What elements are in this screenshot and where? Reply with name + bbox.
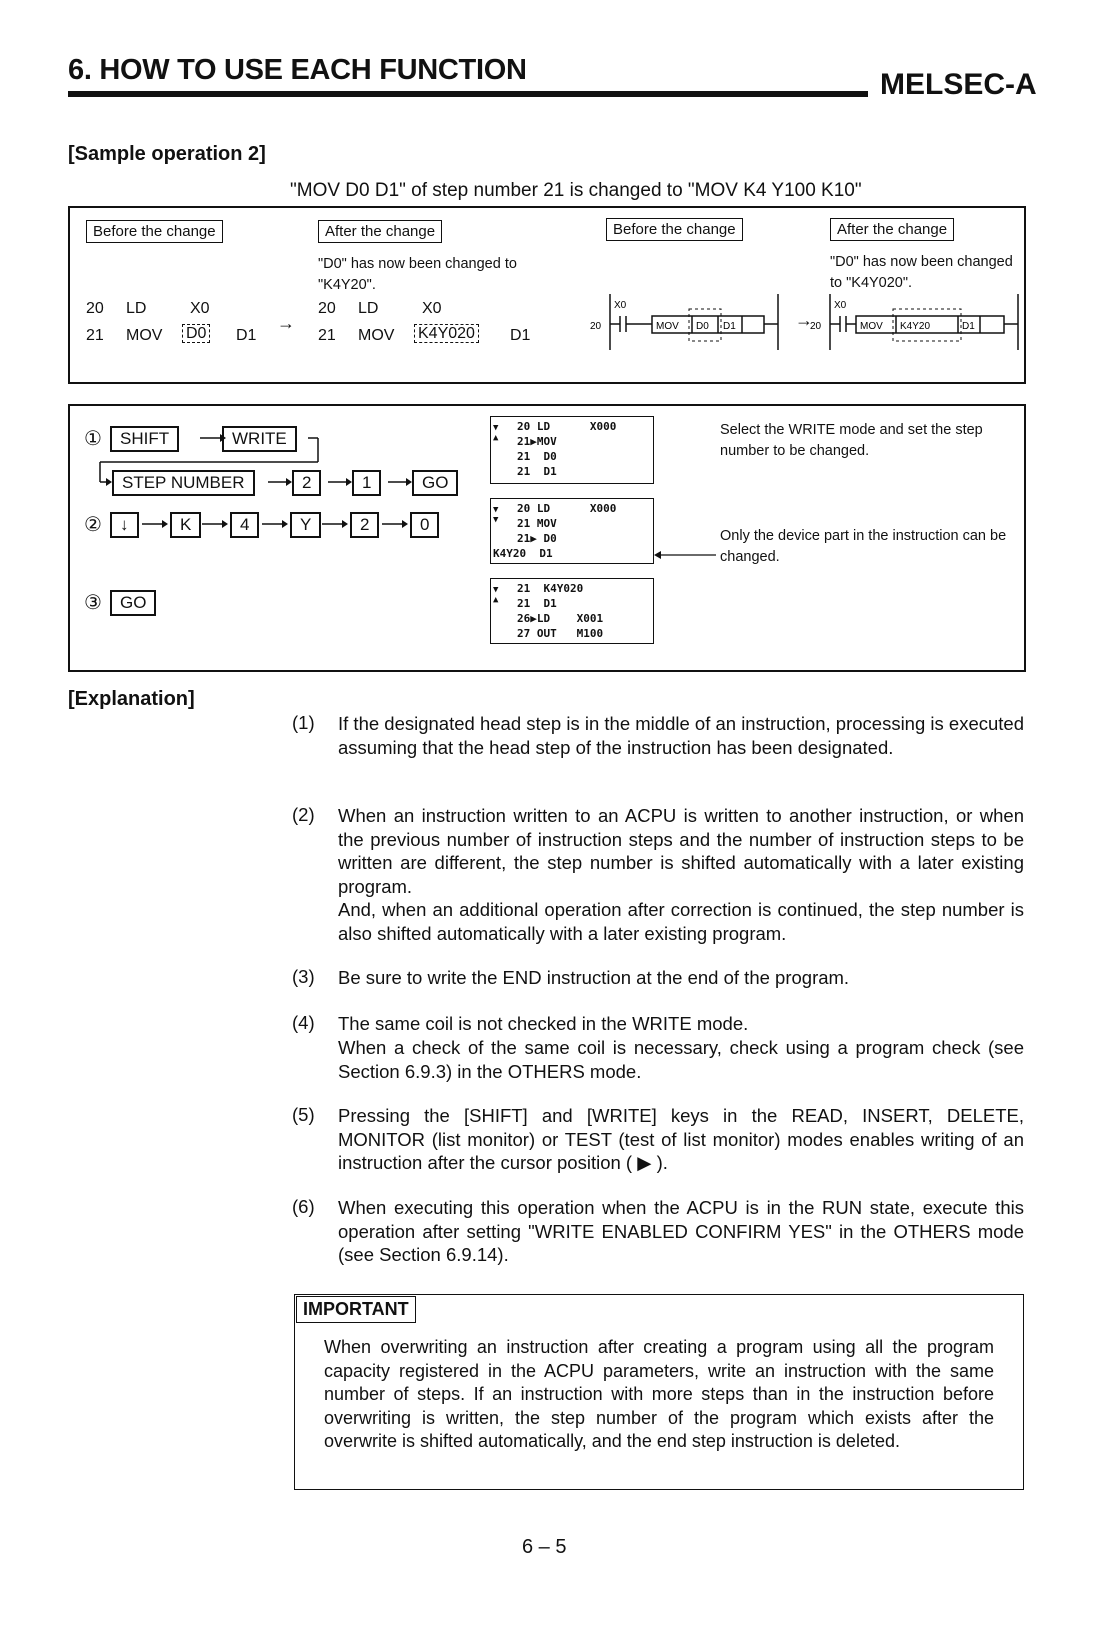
scroll-updown-icon: ▼ ▲ — [493, 423, 499, 443]
header-rule — [68, 91, 868, 97]
screen-3 — [490, 578, 654, 644]
after-line2-src: K4Y020 — [414, 324, 479, 343]
before-label: Before the change — [86, 220, 223, 243]
before-line1-step: 20 — [86, 300, 104, 317]
screen1-line: 21 D0 — [517, 450, 557, 463]
before-line2-step: 21 — [86, 327, 104, 344]
after-line1-step: 20 — [318, 300, 336, 317]
ladder-after-src: K4Y20 — [900, 321, 931, 332]
explanation-heading: [Explanation] — [68, 688, 195, 710]
key-1[interactable]: 1 — [352, 470, 381, 496]
comparison-box — [68, 206, 1026, 384]
item-text: The same coil is not checked in the WRITE mode. — [338, 1013, 749, 1034]
screen3-line: 27 OUT M100 — [517, 627, 604, 640]
ladder-before-diagram — [592, 292, 792, 352]
item-text: When an instruction written to an ACPU is written to another instruction, or when the previous number of instruction steps and the number of instruction steps to be written are different, the step number is shifted automatically with a later existing program. — [338, 805, 1024, 897]
step2-number: ② — [84, 514, 102, 536]
key-go[interactable]: GO — [412, 470, 458, 496]
ladder-before-step: 20 — [590, 321, 602, 332]
after-line1-device: X0 — [422, 300, 442, 317]
item-text-continued: When a check of the same coil is necessary, check using a program check (see Section 6.9.3) in the OTHERS mode. — [338, 1037, 1024, 1082]
before-line1-device: X0 — [190, 300, 210, 317]
screen3-line: 21 K4Y020 — [517, 582, 584, 595]
after-line2-dst: D1 — [510, 327, 531, 344]
key-down[interactable]: ↓ — [110, 512, 139, 538]
pointer-arrow-icon — [654, 550, 718, 560]
screen1-line: 21 D1 — [517, 465, 557, 478]
screen1-line: 20 LD X000 — [517, 420, 617, 433]
important-label: IMPORTANT — [296, 1296, 416, 1323]
item-number: (1) — [292, 712, 315, 733]
before-line2-src: D0 — [182, 324, 210, 343]
item-number: (3) — [292, 966, 315, 987]
item-text: Pressing the [SHIFT] and [WRITE] keys in the READ, INSERT, DELETE, MONITOR (list monitor) or TEST (test of list monitor) modes enables writing of an instruction after the cursor position ( ▶ ). — [338, 1105, 1024, 1173]
screen3-line: 26▶LD X001 — [517, 612, 604, 625]
ladder-before-label: Before the change — [606, 218, 743, 241]
step3-number: ③ — [84, 592, 102, 614]
key-0[interactable]: 0 — [410, 512, 439, 538]
sample-heading: [Sample operation 2] — [68, 143, 266, 165]
key-2b[interactable]: 2 — [350, 512, 379, 538]
screen2-line: 21▶ D0 — [517, 532, 557, 545]
scroll-updown-icon: ▼ ▲ — [493, 585, 499, 605]
screen1-line: 21▶MOV — [517, 435, 557, 448]
ladder-change-arrow: → — [795, 310, 813, 330]
ladder-after-contact: X0 — [834, 300, 847, 311]
screen-1 — [490, 416, 654, 484]
ladder-after-op: MOV — [860, 321, 883, 332]
brand-label: MELSEC-A — [880, 68, 1037, 101]
ladder-after-step: 20 — [810, 321, 822, 332]
step1-arrows — [260, 470, 420, 496]
key-write[interactable]: WRITE — [222, 426, 297, 452]
key-2[interactable]: 2 — [292, 470, 321, 496]
ladder-after-dst: D1 — [962, 321, 975, 332]
screen2-line: 21 MOV — [517, 517, 557, 530]
after-line1-op: LD — [358, 300, 379, 317]
after-label: After the change — [318, 220, 442, 243]
key-k[interactable]: K — [170, 512, 201, 538]
step1-number: ① — [84, 428, 102, 450]
step2-description: Only the device part in the instruction can be changed. — [720, 528, 1007, 565]
before-line2-op: MOV — [126, 327, 163, 344]
ladder-after-note: "D0" has now been changed to "K4Y020". — [830, 254, 1013, 291]
item-text-continued: And, when an additional operation after correction is continued, the step number is also shifted automatically with a later existing program. — [338, 899, 1024, 944]
procedure-box — [68, 404, 1026, 672]
change-arrow: → — [277, 313, 295, 333]
key-4[interactable]: 4 — [230, 512, 259, 538]
ladder-before-dst: D1 — [723, 321, 736, 332]
before-line1-op: LD — [126, 300, 147, 317]
item-number: (4) — [292, 1012, 315, 1033]
step1-description: Select the WRITE mode and set the step number to be changed. — [720, 422, 983, 459]
ladder-before-op: MOV — [656, 321, 679, 332]
before-line2-dst: D1 — [236, 327, 257, 344]
item-number: (2) — [292, 804, 315, 825]
screen-2 — [490, 498, 654, 564]
step2-arrows — [136, 512, 426, 538]
key-go-final[interactable]: GO — [110, 590, 156, 616]
after-note: "D0" has now been changed to "K4Y20". — [318, 256, 517, 293]
key-step-number[interactable]: STEP NUMBER — [112, 470, 255, 496]
item-text: Be sure to write the END instruction at the end of the program. — [338, 967, 850, 988]
screen2-line: 20 LD X000 — [517, 502, 617, 515]
ladder-after-label: After the change — [830, 218, 954, 241]
scroll-updown-icon: ▼ ▼ — [493, 505, 499, 525]
important-text: When overwriting an instruction after creating a program using all the program capacity registered in the ACPU parameters, write an instruction with the same number of steps. If an instruction with more steps than in the instruction before overwriting is written, the step number of the program which exists after the overwrite is shifted automatically, and the end step instruction is deleted. — [324, 1337, 994, 1451]
screen3-line: 21 D1 — [517, 597, 557, 610]
sample-caption: "MOV D0 D1" of step number 21 is changed to "MOV K4 Y100 K10" — [290, 180, 862, 201]
page-title: 6. HOW TO USE EACH FUNCTION — [68, 54, 527, 86]
item-number: (6) — [292, 1196, 315, 1217]
ladder-before-src: D0 — [696, 321, 709, 332]
after-line2-op: MOV — [358, 327, 395, 344]
item-text: If the designated head step is in the middle of an instruction, processing is executed assuming that the head step of the instruction has been designated. — [338, 713, 1024, 758]
ladder-after-diagram — [812, 292, 1024, 352]
after-line2-step: 21 — [318, 327, 336, 344]
screen2-line: K4Y20 D1 — [493, 547, 553, 560]
item-number: (5) — [292, 1104, 315, 1125]
key-y[interactable]: Y — [290, 512, 321, 538]
key-shift[interactable]: SHIFT — [110, 426, 179, 452]
ladder-before-contact: X0 — [614, 300, 627, 311]
item-text: When executing this operation when the ACPU is in the RUN state, execute this operation after setting "WRITE ENABLED CONFIRM YES" in the OTHERS mode (see Section 6.9.14). — [338, 1197, 1024, 1265]
page-number: 6 – 5 — [522, 1536, 567, 1558]
